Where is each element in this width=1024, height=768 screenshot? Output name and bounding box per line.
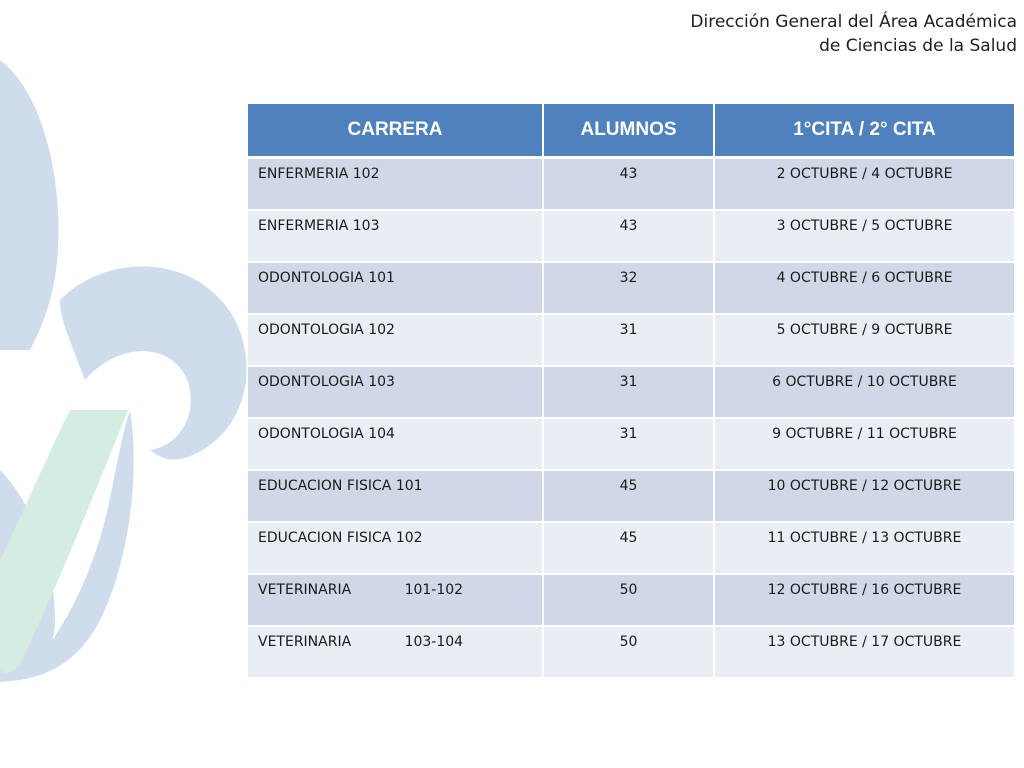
table-row bbox=[248, 314, 1014, 366]
column-header-carrera: CARRERA bbox=[248, 104, 543, 158]
cell-carrera: ODONTOLOGIA 103 bbox=[248, 366, 543, 418]
cell-cita: 10 OCTUBRE / 12 OCTUBRE bbox=[714, 470, 1014, 522]
table-header-row bbox=[248, 104, 1014, 158]
header-line-2: de Ciencias de la Salud bbox=[819, 36, 1017, 56]
cell-cita: 6 OCTUBRE / 10 OCTUBRE bbox=[714, 366, 1014, 418]
cell-alumnos: 43 bbox=[543, 158, 714, 210]
schedule-table-container bbox=[248, 104, 1014, 679]
cell-alumnos: 31 bbox=[543, 418, 714, 470]
table-row bbox=[248, 210, 1014, 262]
cell-alumnos: 50 bbox=[543, 626, 714, 678]
cell-alumnos: 50 bbox=[543, 574, 714, 626]
column-header-cita: 1°CITA / 2° CITA bbox=[714, 104, 1014, 158]
cell-carrera: ODONTOLOGIA 104 bbox=[248, 418, 543, 470]
table-row bbox=[248, 262, 1014, 314]
cell-cita: 9 OCTUBRE / 11 OCTUBRE bbox=[714, 418, 1014, 470]
cell-carrera: ENFERMERIA 103 bbox=[248, 210, 543, 262]
cell-alumnos: 32 bbox=[543, 262, 714, 314]
cell-alumnos: 31 bbox=[543, 366, 714, 418]
table-row bbox=[248, 626, 1014, 678]
schedule-table bbox=[248, 104, 1014, 679]
cell-cita: 2 OCTUBRE / 4 OCTUBRE bbox=[714, 158, 1014, 210]
logo-upper-petal bbox=[0, 60, 58, 350]
cell-carrera: EDUCACION FISICA 101 bbox=[248, 470, 543, 522]
cell-cita: 3 OCTUBRE / 5 OCTUBRE bbox=[714, 210, 1014, 262]
cell-cita: 12 OCTUBRE / 16 OCTUBRE bbox=[714, 574, 1014, 626]
cell-cita: 5 OCTUBRE / 9 OCTUBRE bbox=[714, 314, 1014, 366]
cell-carrera: VETERINARIA 103-104 bbox=[248, 626, 543, 678]
table-row bbox=[248, 158, 1014, 210]
column-header-alumnos: ALUMNOS bbox=[543, 104, 714, 158]
cell-alumnos: 45 bbox=[543, 522, 714, 574]
cell-carrera: ODONTOLOGIA 101 bbox=[248, 262, 543, 314]
cell-cita: 13 OCTUBRE / 17 OCTUBRE bbox=[714, 626, 1014, 678]
cell-alumnos: 43 bbox=[543, 210, 714, 262]
cell-carrera: ODONTOLOGIA 102 bbox=[248, 314, 543, 366]
cell-carrera: ENFERMERIA 102 bbox=[248, 158, 543, 210]
cell-cita: 11 OCTUBRE / 13 OCTUBRE bbox=[714, 522, 1014, 574]
institution-header bbox=[690, 10, 1017, 58]
cell-alumnos: 45 bbox=[543, 470, 714, 522]
cell-carrera: EDUCACION FISICA 102 bbox=[248, 522, 543, 574]
table-row bbox=[248, 470, 1014, 522]
table-row bbox=[248, 418, 1014, 470]
table-row bbox=[248, 366, 1014, 418]
cell-carrera: VETERINARIA 101-102 bbox=[248, 574, 543, 626]
cell-cita: 4 OCTUBRE / 6 OCTUBRE bbox=[714, 262, 1014, 314]
table-row bbox=[248, 522, 1014, 574]
header-line-1: Dirección General del Área Académica bbox=[690, 12, 1017, 32]
cell-alumnos: 31 bbox=[543, 314, 714, 366]
university-logo-watermark-icon bbox=[0, 0, 260, 768]
table-row bbox=[248, 574, 1014, 626]
